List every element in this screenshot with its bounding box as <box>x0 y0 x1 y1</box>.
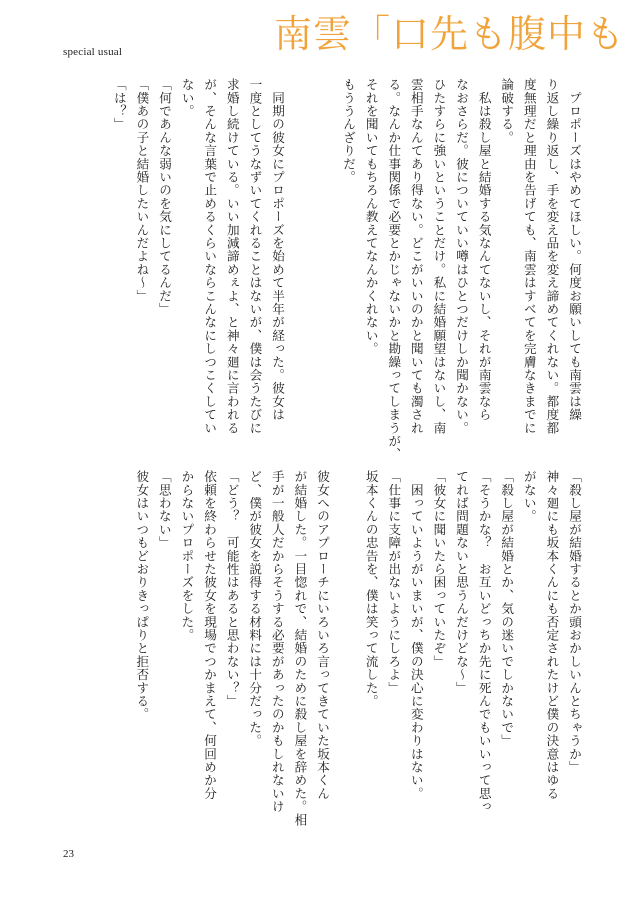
text-line: 彼女はいつもどおりきっぱりと拒否する。 <box>134 470 150 721</box>
text-line: が結婚した。一目惚れで、結婚のために殺し屋を辞めた。相 <box>292 470 308 827</box>
text-block-bottom-left <box>130 470 333 827</box>
text-block-top-left <box>107 78 288 435</box>
text-line: ど、僕が彼女を説得する材料には十分だった。 <box>247 470 263 748</box>
text-line: 坂本くんの忠告を、僕は笑って流した。 <box>363 470 379 708</box>
text-line: 「彼女に聞いたら困っていたぞ」 <box>431 470 447 668</box>
text-line: 「殺し屋が結婚するとか頭おかしいんとちゃうか」 <box>567 470 582 774</box>
text-line: り返し繰り返し、手を変え品を変え諦めてくれない。都度都 <box>544 78 560 435</box>
text-line: ない。 <box>179 78 195 118</box>
text-line: 「そうかな？ お互いどっちか先に死んでもいいって思っ <box>476 470 492 814</box>
series-label: special usual <box>63 46 123 58</box>
text-line: 度無理だと理由を告げても、南雲はすべてを完膚なきまでに <box>521 78 537 435</box>
text-line: 「どう？ 可能性はあると思わない？」 <box>224 470 240 708</box>
text-line: 「僕あの子と結婚したいんだよね〜」 <box>134 78 150 303</box>
text-line: 「何であんな弱いのを気にしてるんだ」 <box>157 78 173 316</box>
text-line: 「殺し屋が結婚とか、気の迷いでしかないで」 <box>499 470 515 748</box>
text-line: 一度としてうなずいてくれることはないが、僕は会うたびに <box>247 78 263 435</box>
text-line: 困っていようがいまいが、僕の決心に変わりはない。 <box>408 470 424 800</box>
text-line: なおさらだ。彼についていい噂はひとつだけしか聞かない。 <box>454 78 470 435</box>
page-number: 23 <box>63 848 74 860</box>
text-line: 神々廻にも坂本くんにも否定されたけど僕の決意はゆる <box>544 470 560 800</box>
text-line: る。なんか仕事関係で必要とかじゃないかと勘繰ってしまうが、 <box>386 78 402 461</box>
text-line: 論破する。 <box>499 78 515 144</box>
text-line: 彼女へのアプローチにいろいろ言ってきていた坂本くん <box>315 470 330 800</box>
text-line: てれば問題ないと思うんだけどな〜」 <box>454 470 470 695</box>
text-line: プロポーズはやめてほしい。何度お願いしても南雲は繰 <box>567 78 582 422</box>
text-line: 同期の彼女にプロポーズを始めて半年が経った。彼女は <box>270 78 285 422</box>
text-block-top-right <box>336 78 585 461</box>
text-line: 「仕事に支障が出ないようにしろよ」 <box>386 470 402 695</box>
text-block-bottom-right <box>359 470 585 820</box>
text-line: が、そんな言葉で止めるくらいならこんなにしつこくしてい <box>202 78 218 435</box>
text-line: 「思わない」 <box>156 470 172 550</box>
text-line: 手が一般人だからそうする必要があったのかもしれないけ <box>269 470 285 814</box>
text-line: 私は殺し屋と結婚する気なんてないし、それが南雲なら <box>476 78 492 422</box>
text-line: もううんざりだ。 <box>341 78 357 184</box>
text-line: 依頼を終わらせた彼女を現場でつかまえて、何回めか分 <box>202 470 218 800</box>
text-line: からないプロポーズをした。 <box>179 470 195 642</box>
text-line: がない。 <box>521 470 537 523</box>
text-line: 雲相手なんてあり得ない。どこがいいのかと聞いても濁され <box>408 78 424 435</box>
text-line: 「は？」 <box>111 78 127 131</box>
chapter-title: 南雲「口先も腹中も <box>273 12 625 56</box>
text-line: それを聞いてもちろん教えてなんかくれない。 <box>363 78 379 356</box>
text-line: ひたすらに強いということだけ。私に結婚願望はないし、南 <box>431 78 447 435</box>
text-line: 求婚し続けている。いい加減諦めぇよ、と神々廻に言われる <box>224 78 240 435</box>
